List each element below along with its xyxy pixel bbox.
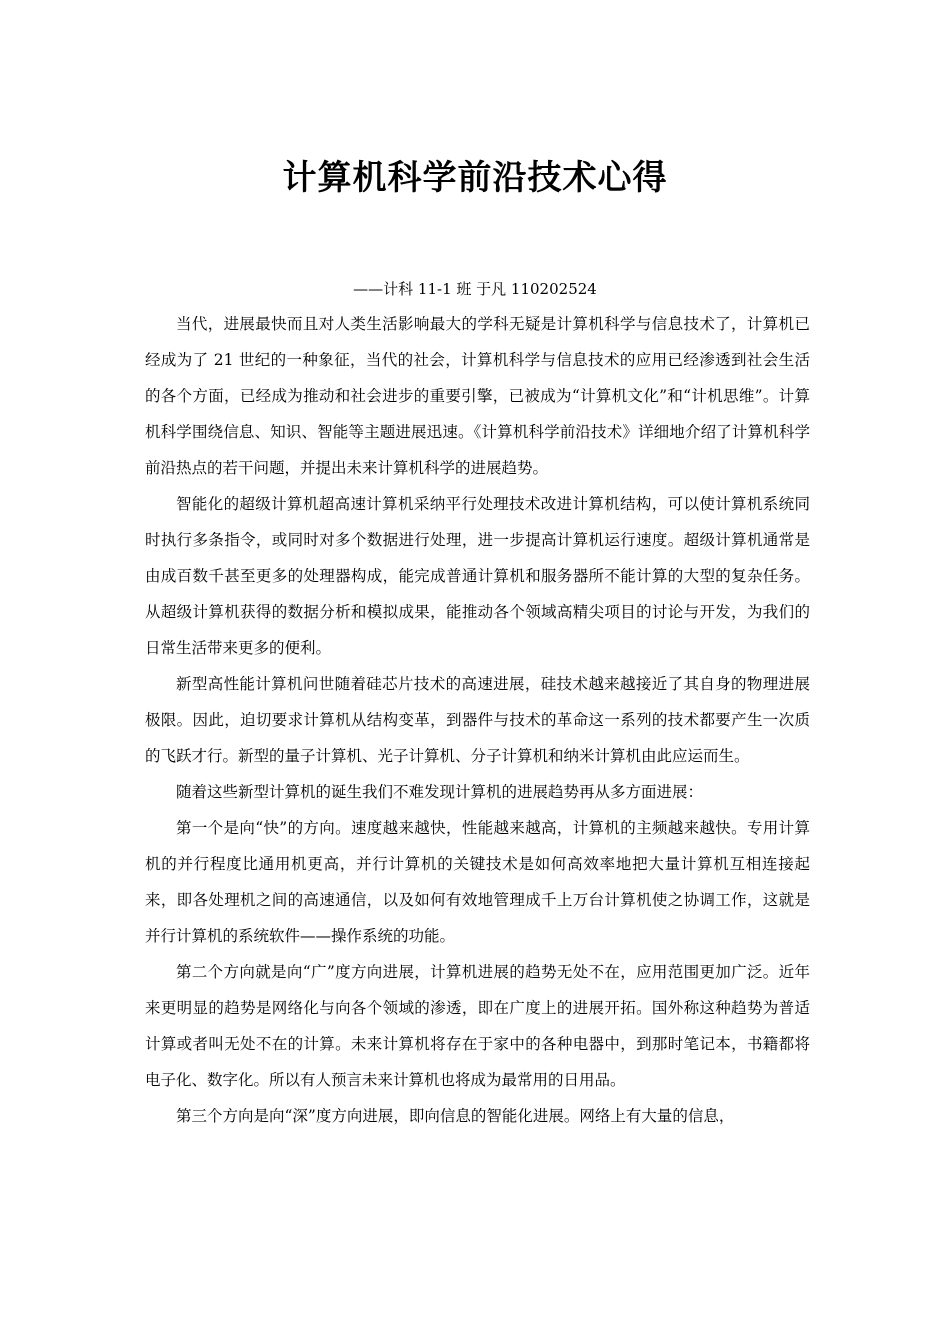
paragraph-trends: 随着这些新型计算机的诞生我们不难发现计算机的进展趋势再从多方面进展： (176, 783, 704, 801)
paragraph-intro: 当代，进展最快而且对人类生活影响最大的学科无疑是计算机科学与信息技术了，计算机已经成为了 21 世纪的一种象征，当代的社会，计算机科学与信息技术的应用已经渗透到社会生活的各个方面，已经成为推动和社会进步的重要引擎，已被成为“计算机文化”和“计机思维”。计算机科学围绕信息、知识、智能等主题进展迅速。《计算机科学前沿技术》详细地介绍了计算机科学前沿热点的若干问题，并提出未来计算机科学的进展趋势。 (145, 315, 810, 477)
author-line: ——计科 11-1 班 于凡 110202524 (353, 280, 597, 298)
document-title: 计算机科学前沿技术心得 (282, 158, 668, 198)
paragraph-fast: 第一个是向“快”的方向。速度越来越快，性能越来越高，计算机的主频越来越快。专用计算机的并行程度比通用机更高，并行计算机的关键技术是如何高效率地把大量计算机互相连接起来，即各处理机之间的高速通信，以及如何有效地管理成千上万台计算机使之协调工作，这就是并行计算机的系统软件——操作系统的功能。 (145, 819, 810, 945)
paragraph-supercomputer: 智能化的超级计算机超高速计算机采纳平行处理技术改进计算机结构，可以使计算机系统同时执行多条指令，或同时对多个数据进行处理，进一步提高计算机运行速度。超级计算机通常是由成百数千甚至更多的处理器构成，能完成普通计算机和服务器所不能计算的大型的复杂任务。从超级计算机获得的数据分析和模拟成果，能推动各个领域高精尖项目的讨论与开发，为我们的日常生活带来更多的便利。 (145, 495, 810, 657)
paragraph-broad: 第二个方向就是向“广”度方向进展，计算机进展的趋势无处不在，应用范围更加广泛。近年来更明显的趋势是网络化与向各个领域的渗透，即在广度上的进展开拓。国外称这种趋势为普适计算或者叫无处不在的计算。未来计算机将存在于家中的各种电器中，到那时笔记本，书籍都将电子化、数字化。所以有人预言未来计算机也将成为最常用的日用品。 (145, 963, 810, 1089)
paragraph-new-computers: 新型高性能计算机问世随着硅芯片技术的高速进展，硅技术越来越接近了其自身的物理进展极限。因此，迫切要求计算机从结构变革，到器件与技术的革命这一系列的技术都要产生一次质的飞跃才行。新型的量子计算机、光子计算机、分子计算机和纳米计算机由此应运而生。 (145, 675, 810, 765)
paragraph-deep: 第三个方向是向“深”度方向进展，即向信息的智能化进展。网络上有大量的信息， (176, 1107, 735, 1125)
document-body (145, 306, 810, 1134)
